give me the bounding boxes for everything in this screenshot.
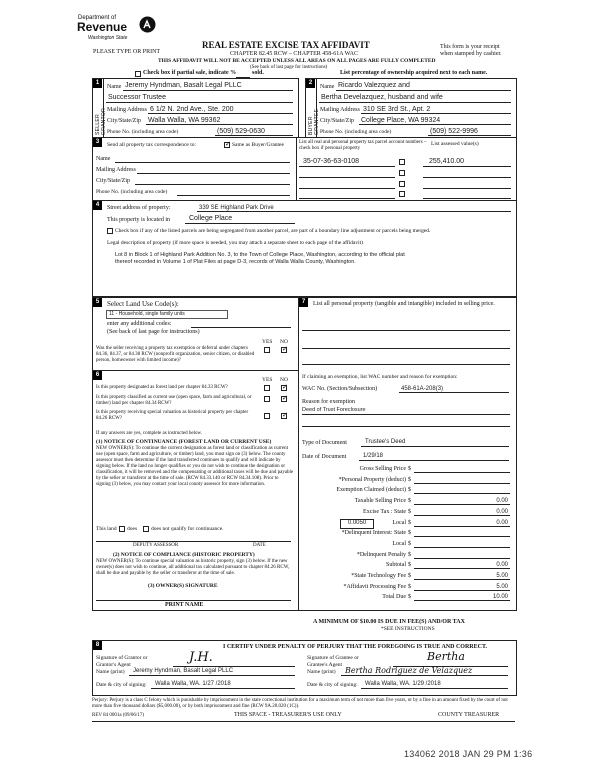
same-as-buyer-label: Same as Buyer/Grantee	[232, 142, 284, 148]
tax-row-label: Total Due	[382, 594, 406, 601]
exemption-yes-checkbox[interactable]	[264, 347, 270, 353]
owner-signature-field[interactable]	[96, 600, 291, 601]
deputy-assessor-label: DEPUTY ASSESSOR	[133, 543, 179, 548]
land-use-label: Select Land Use Code(s):	[107, 300, 179, 308]
forest-no-checkbox[interactable]	[281, 385, 287, 391]
grantee-printed-name[interactable]: Bertha Rodriguez de Velazquez	[345, 666, 473, 675]
dollar-sign: $	[408, 498, 411, 505]
agency-state: Washington State	[88, 35, 128, 41]
historic-question: Is this property receiving special valuation as historical property per chapter 84.26 RCW?	[96, 410, 249, 421]
exemption-question: Was the seller receiving a property tax exemption or deferral under chapters 84.36, 84.37, or 84.38 RCW (nonprofit organization, senior citizen, or disabled person, homeowner with limited income)?	[96, 346, 255, 363]
buyer-vertical-label: BUYER GRANTEE	[308, 108, 320, 135]
form-title: REAL ESTATE EXCISE TAX AFFIDAVIT	[202, 40, 370, 50]
agency-top: Department of	[78, 15, 117, 21]
seller-name-1[interactable]: Jeremy Hyndman, Basalt Legal PLLC	[125, 82, 242, 89]
legal-description[interactable]: Lot 8 in Block 1 of Highland Park Addition No. 3, to the Town of College Place, Washington, according to the official plat thereof recorded in Volume 1 of Plat Files at page D-3, records of Walla Walla County, Washington.	[115, 252, 405, 265]
tax-row-value: 0.00	[496, 519, 508, 526]
does-qualify-checkbox[interactable]	[119, 526, 125, 532]
section-6-special-land	[92, 370, 299, 611]
buyer-name-2[interactable]: Bertha Develazquez, husband and wife	[321, 94, 443, 101]
tax-row-label: Excise Tax : State	[363, 508, 406, 515]
tax-row-label: Exemption Claimed (deduct)	[336, 487, 406, 494]
seller-city[interactable]: Walla Walla, WA 99362	[148, 117, 221, 124]
s6-no-header: NO	[280, 377, 288, 383]
section-number-4: 4	[93, 201, 102, 210]
s3-phone-field[interactable]	[177, 195, 290, 196]
does-label: does	[127, 526, 138, 532]
grantee-date-city[interactable]: Walla Walla, WA. 1/29 /2018	[365, 681, 441, 687]
tax-row-field[interactable]	[414, 472, 510, 473]
minimum-fee-note: A MINIMUM OF $10.00 IS DUE IN FEE(S) AND/OR TAX	[313, 619, 465, 625]
dollar-sign: $	[408, 508, 411, 515]
legal-label: Legal description of property (if more space is needed, you may attach a separate sheet to each page of the affidavit)	[107, 240, 363, 246]
tax-row-label: *Delinquent Interest: State	[341, 530, 406, 537]
dollar-sign: $	[408, 519, 411, 526]
personal-property-field-2[interactable]	[302, 348, 510, 349]
dollar-sign: $	[408, 562, 411, 569]
see-instructions: *SEE INSTRUCTIONS	[381, 626, 435, 632]
deputy-date-label: DATE	[253, 543, 266, 548]
dollar-sign: $	[408, 594, 411, 601]
buyer-phone[interactable]: (509) 522-9996	[430, 128, 478, 135]
section-number-1: 1	[93, 79, 102, 88]
buyer-name-label: Name	[320, 84, 335, 90]
doc-date-label: Date of Document	[302, 454, 347, 460]
revenue-emblem-icon	[139, 16, 156, 33]
personal-property-field-3[interactable]	[302, 364, 510, 365]
agency-main: Revenue	[77, 20, 128, 34]
tax-row-field[interactable]	[414, 483, 510, 484]
tax-row-label: *Personal Property (deduct)	[338, 476, 406, 483]
does-not-qualify-checkbox[interactable]	[143, 526, 149, 532]
section-number-2: 2	[306, 79, 315, 88]
parcel-personal-checkbox-3[interactable]	[399, 181, 405, 187]
street-label: Street address of property:	[107, 205, 171, 211]
exemption-no-checkbox[interactable]	[281, 347, 287, 353]
buyer-phone-label: Phone No. (including area code)	[320, 129, 392, 135]
form-warning: THIS AFFIDAVIT WILL NOT BE ACCEPTED UNLESS ALL AREAS ON ALL PAGES ARE FULLY COMPLETED	[158, 58, 436, 64]
notice2-body: NEW OWNER(S): To continue special valuation as historic property, sign (3) below. If the new owner(s) does not wish to continue, all additional tax calculated pursuant to chapter 84.26 RCW, shall be due and payable by the seller or transferor at the time of sale.	[96, 559, 290, 576]
tax-row-field[interactable]	[414, 493, 510, 494]
tax-row-field[interactable]	[414, 536, 510, 537]
section-number-8: 8	[93, 641, 102, 650]
please-type: PLEASE TYPE OR PRINT	[93, 49, 161, 55]
doc-date-value[interactable]: 1/29/18	[363, 453, 384, 459]
tax-row-label: Taxable Selling Price	[354, 498, 406, 505]
grantee-signature-label: Signature of Grantee or Grantee's Agent	[307, 655, 359, 668]
tax-row-value: 5.00	[496, 583, 508, 590]
if-yes-note: If any answers are yes, complete as instructed below.	[96, 431, 203, 436]
section-number-7: 7	[299, 298, 308, 307]
seller-city-label: City/State/Zip	[107, 118, 141, 124]
located-label: This property is located in	[107, 217, 170, 223]
local-rate-box[interactable]: 0.0050	[340, 519, 374, 529]
parcel-personal-checkbox-2[interactable]	[399, 170, 405, 176]
form-chapter: CHAPTER 82.45 RCW – CHAPTER 458-61A WAC	[230, 51, 358, 57]
assessed-header: List assessed value(s)	[431, 141, 479, 147]
grantee-name-label: Name (print)	[307, 669, 336, 675]
s3-city-field[interactable]	[135, 184, 290, 185]
seller-name-2[interactable]: Successor Trustee	[108, 94, 166, 101]
segregated-checkbox[interactable]	[107, 228, 113, 234]
section-3-correspondence	[92, 137, 517, 201]
seller-phone-label: Phone No. (including area code)	[107, 129, 179, 135]
dollar-sign: $	[408, 487, 411, 494]
parcel-number[interactable]: 35-07-36-63-0108	[303, 158, 360, 165]
tax-row-field[interactable]	[414, 547, 510, 548]
doc-type-value[interactable]: Trustee's Deed	[365, 439, 406, 445]
parcel-personal-checkbox-1[interactable]	[399, 159, 405, 165]
notice1-title: (1) NOTICE OF CONTINUANCE (FOREST LAND OR CURRENT USE)	[96, 439, 272, 445]
ownership-note: List percentage of ownership acquired next to each name.	[340, 70, 488, 76]
section-2-buyer	[305, 78, 517, 139]
parcel-personal-checkbox-4[interactable]	[399, 191, 405, 197]
historic-yes-checkbox[interactable]	[264, 413, 270, 419]
grantor-date-label: Date & city of signing:	[96, 682, 147, 688]
deputy-assessor-signature[interactable]	[96, 541, 291, 542]
section-8-certification	[92, 640, 517, 696]
seller-mailing-label: Mailing Address	[107, 107, 147, 113]
dollar-sign: $	[408, 466, 411, 472]
section-number-3: 3	[93, 138, 102, 147]
dollar-sign: $	[408, 551, 411, 558]
s3-name-label: Name	[96, 156, 111, 162]
dollar-sign: $	[408, 573, 411, 579]
segregated-label: Check box if any of the listed parcels are being segregated from another parcel, are part of a boundary line adjustment or parcels being merged.	[115, 228, 431, 234]
s5-no-header: NO	[280, 339, 288, 345]
section-4-property	[92, 200, 517, 297]
wac-label: WAC No. (Section/Subsection)	[302, 386, 378, 392]
located-city[interactable]: College Place	[189, 215, 233, 222]
seller-vertical-label: SELLER GRANTOR	[95, 107, 107, 135]
tax-row-label: *Delinquent Penalty	[356, 551, 406, 558]
send-correspondence-label: Send all property tax correspondence to:	[107, 142, 197, 148]
buyer-name-1[interactable]: Ricardo Valezquez and	[338, 82, 410, 89]
reason-value[interactable]: Deed of Trust Foreclosure	[302, 407, 366, 413]
buyer-mailing-label: Mailing Address	[320, 107, 360, 113]
s5-yes-header: YES	[262, 339, 273, 345]
tax-row-value: 0.00	[496, 508, 508, 515]
additional-codes-field[interactable]	[191, 327, 291, 328]
notice2-title: (2) NOTICE OF COMPLIANCE (HISTORIC PROPERTY)	[113, 552, 255, 558]
treasurer-space: THIS SPACE - TREASURER'S USE ONLY	[234, 712, 342, 718]
grantor-printed-name[interactable]: Jeremy Hyndman, Basalt Legal PLLC	[133, 668, 234, 674]
tax-row-field[interactable]	[414, 558, 510, 559]
revenue-logo	[76, 14, 156, 48]
dollar-sign: $	[408, 530, 411, 537]
grantee-date-label: Date & city of signing:	[307, 682, 358, 688]
street-address[interactable]: 339 SE Highland Park Drive	[199, 205, 274, 211]
perjury-notice: Perjury: Perjury is a class C felony which is punishable by imprisonment in the state correctional institution for a maximum term of not more than five years, or by a fine in an amount fixed by the court of not more than five thousand dollars ($5,000.00), or by both imprisonment and fine (RCW 9A.20.020 (1C)).	[92, 698, 508, 709]
grantor-date-city[interactable]: Walla Walla, WA. 1/27 /2018	[155, 681, 231, 687]
land-use-see-back: (See back of last page for instructions)	[107, 329, 200, 335]
section-1-seller	[92, 78, 299, 139]
partial-sale-percent[interactable]	[236, 70, 250, 78]
reason-label: Reason for exemption	[302, 399, 355, 405]
grantee-signature[interactable]: Bertha	[427, 650, 465, 663]
dollar-sign: $	[408, 476, 411, 483]
grantor-signature[interactable]: J.H.	[189, 650, 213, 665]
buyer-mailing[interactable]: 310 SE 3rd St., Apt. 2	[363, 106, 431, 113]
buyer-city[interactable]: College Place, WA 99324	[361, 117, 441, 124]
tax-row-label: *Affidavit Processing Fee	[343, 583, 406, 590]
does-not-label: does not qualify for continuance.	[151, 526, 224, 532]
section-number-6: 6	[93, 371, 102, 380]
owner-signature-label: (3) OWNER(S) SIGNATURE	[148, 583, 218, 589]
additional-codes-label: enter any additional codes:	[107, 321, 172, 327]
land-use-value: 11 - Household, single family units	[109, 311, 185, 317]
s3-name-field[interactable]	[115, 162, 290, 163]
tax-row-value: 5.00	[496, 573, 508, 579]
dollar-sign: $	[408, 540, 411, 547]
seller-phone[interactable]: (509) 529-0630	[217, 128, 265, 135]
exemption-claim-label: If claiming an exemption, list WAC number and reason for exemption:	[302, 374, 458, 380]
receipt-stamp: 134062 2018 JAN 29 PM 1:36	[404, 749, 533, 759]
see-back-note: (See back of last page for instructions)	[250, 65, 328, 70]
tax-row-label: *State Technology Fee	[351, 573, 406, 579]
forest-yes-checkbox[interactable]	[264, 385, 270, 391]
tax-row-value: 0.00	[496, 562, 508, 569]
seller-name-label: Name	[107, 84, 122, 90]
sold-label: sold.	[252, 70, 264, 76]
receipt-note: This form is your receipt when stamped by cashier.	[440, 44, 502, 57]
wac-number[interactable]: 458-61A-208(3)	[401, 386, 444, 392]
certify-statement: I CERTIFY UNDER PENALTY OF PERJURY THAT THE FOREGOING IS TRUE AND CORRECT.	[223, 644, 488, 650]
current-use-yes-checkbox[interactable]	[264, 396, 270, 402]
section-number-5: 5	[93, 298, 102, 307]
doc-type-label: Type of Document	[302, 440, 347, 446]
parcel-header: List all real and personal property tax parcel account numbers – check box if personal property	[299, 140, 427, 151]
tax-row-label: Local	[392, 519, 406, 526]
same-as-buyer-checkbox[interactable]	[224, 142, 230, 148]
tax-row-label: Local	[392, 540, 406, 547]
seller-mailing[interactable]: 6 1/2 N. 2nd Ave., Ste. 200	[150, 106, 234, 113]
s3-mailing-label: Mailing Address	[96, 167, 136, 173]
s3-mailing-field[interactable]	[137, 173, 290, 174]
this-land-label: This land	[96, 526, 117, 532]
form-number: REV 84 0001a (09/06/17)	[92, 713, 144, 718]
tax-row-value: 10.00	[492, 594, 508, 601]
section-5-land-use	[92, 297, 299, 371]
current-use-question: Is this property classified as current use (open space, farm and agricultural, or timber) land per chapter 84.34 RCW?	[96, 395, 252, 406]
personal-property-field-1[interactable]	[302, 330, 510, 331]
historic-no-checkbox[interactable]	[281, 413, 287, 419]
grantor-name-label: Name (print)	[96, 669, 125, 675]
grantor-signature-label: Signature of Grantor or Grantor's Agent	[96, 655, 148, 668]
assessed-value[interactable]: 255,410.00	[429, 158, 465, 165]
dollar-sign: $	[408, 583, 411, 590]
s6-yes-header: YES	[262, 377, 273, 383]
personal-property-label: List all personal property (tangible and intangible) included in selling price.	[313, 301, 495, 307]
buyer-city-label: City/State/Zip	[320, 118, 354, 124]
s3-phone-label: Phone No. (including area code)	[96, 189, 168, 195]
tax-row-value: 0.00	[496, 498, 508, 505]
current-use-no-checkbox[interactable]	[281, 396, 287, 402]
land-use-select[interactable]	[106, 310, 228, 319]
tax-row-label: Subtotal	[385, 562, 406, 569]
notice1-body: NEW OWNER(S): To continue the current designation as forest land or classification as current use (open space, farm and agriculture, or timber) land, you must sign on (3) below. The county assessor must then determine if the land transferred continues to qualify and will indicate by signing below. If the land no longer qualifies or you do not wish to continue the designation or classification, it will be removed and the compensating or additional taxes will be due and payable by the seller or transferor at the time of sale. (RCW 84.33.140 or RCW 84.34.108). Prior to signing (3) below, you may contact your local county assessor for more information.	[96, 446, 294, 487]
partial-sale-label: Check box if partial sale, indicate %	[143, 70, 237, 76]
tax-row-label: Gross Selling Price	[359, 466, 406, 472]
forest-land-question: Is this property designated as forest land per chapter 84.33 RCW?	[96, 385, 228, 390]
partial-sale-checkbox[interactable]	[135, 71, 141, 77]
s3-city-label: City/State/Zip	[96, 178, 130, 184]
county-treasurer: COUNTY TREASURER	[438, 712, 500, 718]
print-name-label: PRINT NAME	[165, 602, 204, 608]
